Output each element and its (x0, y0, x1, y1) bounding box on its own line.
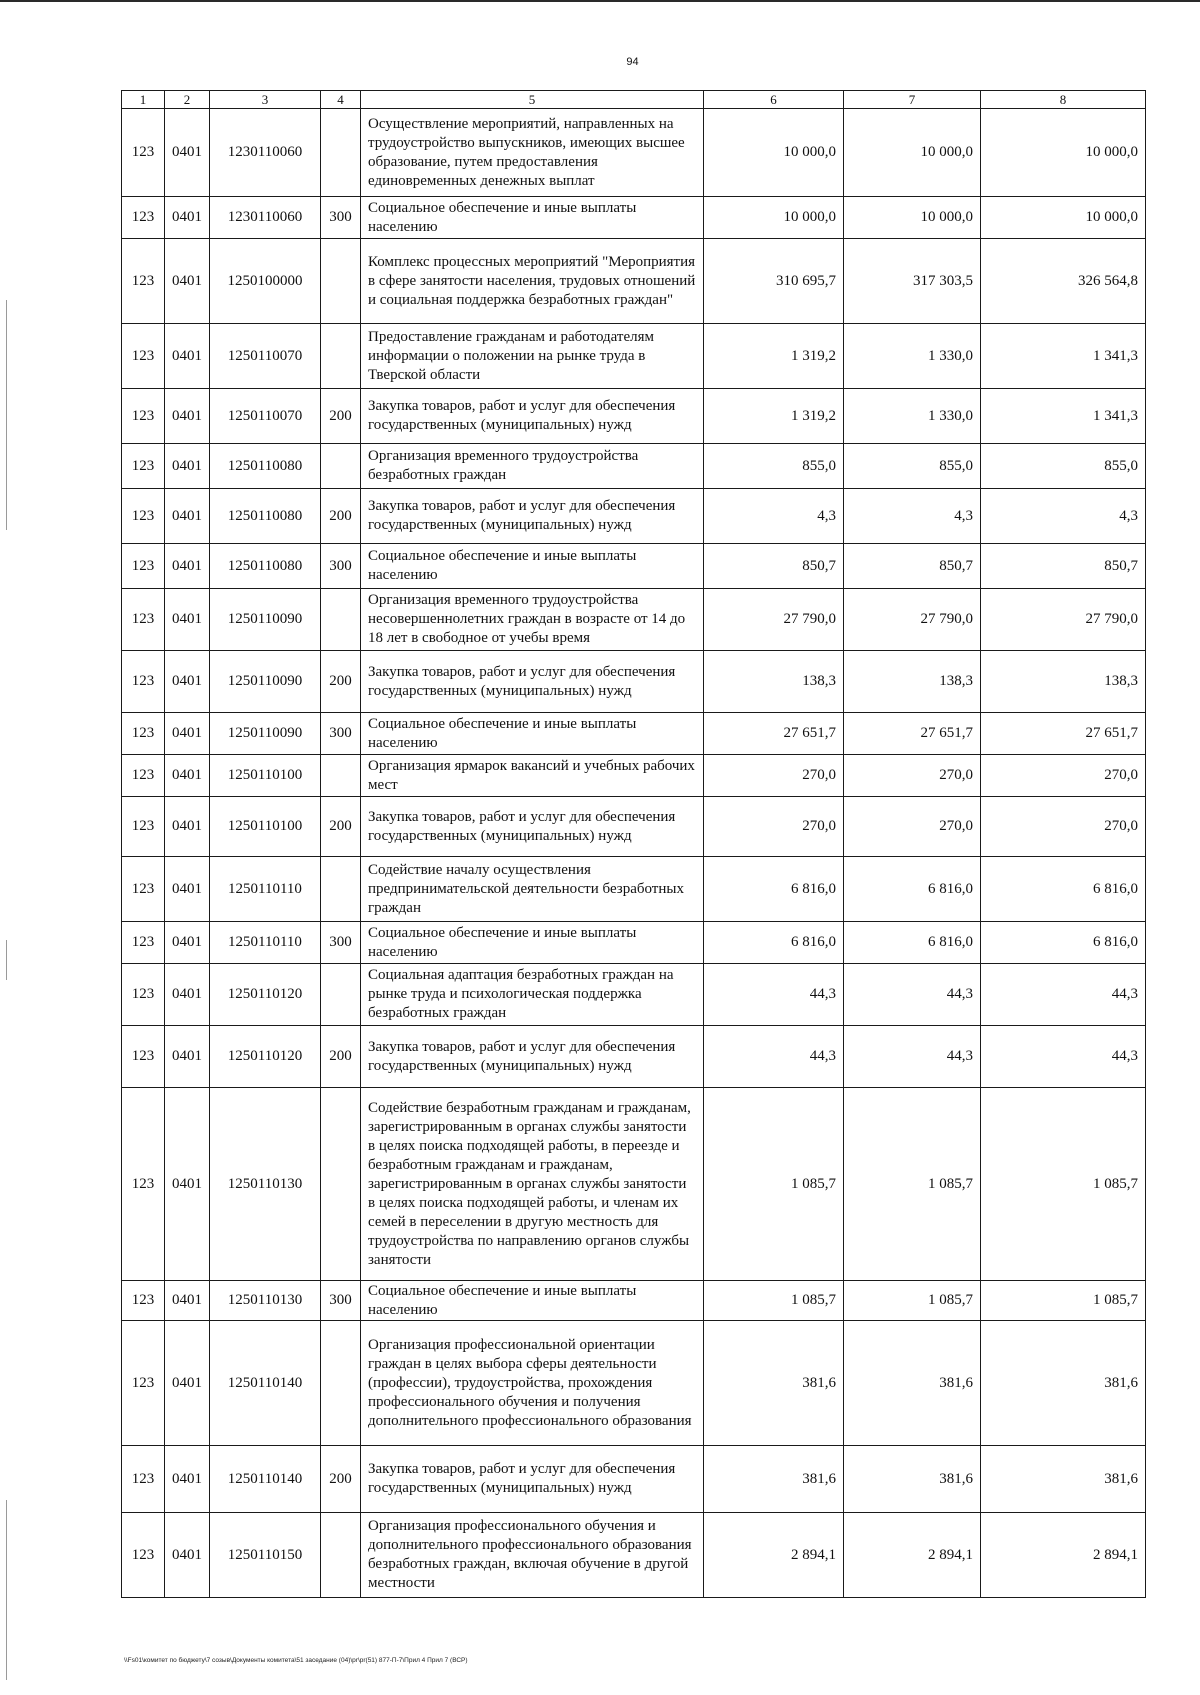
amount-year3-cell: 270,0 (981, 797, 1146, 857)
target-article-cell: 1250110140 (210, 1321, 321, 1446)
amount-year2-cell: 44,3 (844, 964, 981, 1026)
expense-type-cell: 200 (321, 389, 361, 444)
target-article-cell: 1250110130 (210, 1281, 321, 1321)
table-row (122, 1513, 1146, 1598)
table-row (122, 857, 1146, 922)
amount-year1-cell: 2 894,1 (704, 1513, 844, 1598)
admin-code-cell: 123 (122, 964, 165, 1026)
amount-year1-cell: 6 816,0 (704, 922, 844, 964)
column-header: 8 (981, 91, 1146, 109)
description-cell: Организация временного трудоустройства несовершеннолетних граждан в возрасте от 14 до 18 лет в свободное от учебы время (361, 589, 704, 651)
admin-code-cell: 123 (122, 444, 165, 489)
expense-type-cell: 300 (321, 922, 361, 964)
amount-year2-cell: 381,6 (844, 1446, 981, 1513)
amount-year1-cell: 381,6 (704, 1446, 844, 1513)
amount-year3-cell: 1 085,7 (981, 1281, 1146, 1321)
section-code-cell: 0401 (165, 1026, 210, 1088)
admin-code-cell: 123 (122, 857, 165, 922)
admin-code-cell: 123 (122, 589, 165, 651)
amount-year1-cell: 270,0 (704, 755, 844, 797)
expense-type-cell (321, 755, 361, 797)
expense-type-cell: 200 (321, 651, 361, 713)
amount-year1-cell: 1 085,7 (704, 1088, 844, 1281)
amount-year1-cell: 138,3 (704, 651, 844, 713)
admin-code-cell: 123 (122, 713, 165, 755)
amount-year3-cell: 1 341,3 (981, 324, 1146, 389)
target-article-cell: 1250110070 (210, 389, 321, 444)
amount-year3-cell: 138,3 (981, 651, 1146, 713)
admin-code-cell: 123 (122, 1026, 165, 1088)
file-path-footer: \\Fs01\комитет по бюджету\7 созыв\Документы комитета\51 заседание (04)\pr\pr(51) 877-П-7\Прил 4 Прил 7 (ВСР) (124, 1657, 468, 1664)
amount-year3-cell: 855,0 (981, 444, 1146, 489)
target-article-cell: 1250110120 (210, 964, 321, 1026)
table-row (122, 1026, 1146, 1088)
amount-year1-cell: 6 816,0 (704, 857, 844, 922)
amount-year1-cell: 1 319,2 (704, 389, 844, 444)
amount-year1-cell: 855,0 (704, 444, 844, 489)
column-header: 1 (122, 91, 165, 109)
amount-year3-cell: 10 000,0 (981, 109, 1146, 197)
section-code-cell: 0401 (165, 109, 210, 197)
expense-type-cell (321, 589, 361, 651)
description-cell: Закупка товаров, работ и услуг для обеспечения государственных (муниципальных) нужд (361, 1026, 704, 1088)
amount-year3-cell: 381,6 (981, 1321, 1146, 1446)
target-article-cell: 1250110140 (210, 1446, 321, 1513)
admin-code-cell: 123 (122, 651, 165, 713)
section-code-cell: 0401 (165, 489, 210, 544)
target-article-cell: 1250110080 (210, 489, 321, 544)
amount-year3-cell: 27 790,0 (981, 589, 1146, 651)
amount-year2-cell: 44,3 (844, 1026, 981, 1088)
description-cell: Содействие началу осуществления предпринимательской деятельности безработных граждан (361, 857, 704, 922)
amount-year2-cell: 317 303,5 (844, 239, 981, 324)
table-row (122, 589, 1146, 651)
description-cell: Организация профессионального обучения и дополнительного профессионального образования безработных граждан, включая обучение в другой местности (361, 1513, 704, 1598)
amount-year3-cell: 1 085,7 (981, 1088, 1146, 1281)
target-article-cell: 1250110110 (210, 857, 321, 922)
target-article-cell: 1250110100 (210, 797, 321, 857)
section-code-cell: 0401 (165, 797, 210, 857)
amount-year2-cell: 10 000,0 (844, 109, 981, 197)
scan-top-edge (0, 0, 1200, 2)
section-code-cell: 0401 (165, 713, 210, 755)
amount-year1-cell: 44,3 (704, 964, 844, 1026)
expense-type-cell (321, 444, 361, 489)
amount-year1-cell: 10 000,0 (704, 109, 844, 197)
admin-code-cell: 123 (122, 922, 165, 964)
table-row (122, 1321, 1146, 1446)
section-code-cell: 0401 (165, 1446, 210, 1513)
section-code-cell: 0401 (165, 1281, 210, 1321)
page-number: 94 (626, 56, 639, 68)
amount-year3-cell: 2 894,1 (981, 1513, 1146, 1598)
amount-year1-cell: 850,7 (704, 544, 844, 589)
amount-year1-cell: 44,3 (704, 1026, 844, 1088)
section-code-cell: 0401 (165, 1321, 210, 1446)
target-article-cell: 1250110130 (210, 1088, 321, 1281)
description-cell: Закупка товаров, работ и услуг для обеспечения государственных (муниципальных) нужд (361, 1446, 704, 1513)
table-row (122, 797, 1146, 857)
column-header: 4 (321, 91, 361, 109)
table-row (122, 489, 1146, 544)
admin-code-cell: 123 (122, 755, 165, 797)
scan-margin-mark (6, 300, 7, 530)
amount-year2-cell: 1 085,7 (844, 1281, 981, 1321)
expense-type-cell (321, 239, 361, 324)
expense-type-cell (321, 857, 361, 922)
admin-code-cell: 123 (122, 544, 165, 589)
admin-code-cell: 123 (122, 1321, 165, 1446)
amount-year1-cell: 10 000,0 (704, 197, 844, 239)
column-header: 6 (704, 91, 844, 109)
amount-year3-cell: 27 651,7 (981, 713, 1146, 755)
amount-year2-cell: 6 816,0 (844, 857, 981, 922)
section-code-cell: 0401 (165, 239, 210, 324)
admin-code-cell: 123 (122, 1446, 165, 1513)
section-code-cell: 0401 (165, 1513, 210, 1598)
amount-year2-cell: 270,0 (844, 797, 981, 857)
expense-type-cell: 200 (321, 797, 361, 857)
expense-type-cell (321, 109, 361, 197)
amount-year2-cell: 10 000,0 (844, 197, 981, 239)
description-cell: Социальная адаптация безработных граждан на рынке труда и психологическая поддержка безработных граждан (361, 964, 704, 1026)
table-row (122, 239, 1146, 324)
amount-year3-cell: 44,3 (981, 964, 1146, 1026)
target-article-cell: 1250110150 (210, 1513, 321, 1598)
amount-year2-cell: 4,3 (844, 489, 981, 544)
expense-type-cell: 200 (321, 1446, 361, 1513)
amount-year2-cell: 138,3 (844, 651, 981, 713)
target-article-cell: 1250110110 (210, 922, 321, 964)
description-cell: Комплекс процессных мероприятий "Мероприятия в сфере занятости населения, трудовых отношений и социальная поддержка безработных граждан" (361, 239, 704, 324)
table-row (122, 197, 1146, 239)
target-article-cell: 1250110100 (210, 755, 321, 797)
column-number-header (122, 91, 1146, 109)
amount-year3-cell: 10 000,0 (981, 197, 1146, 239)
section-code-cell: 0401 (165, 589, 210, 651)
target-article-cell: 1250110070 (210, 324, 321, 389)
description-cell: Закупка товаров, работ и услуг для обеспечения государственных (муниципальных) нужд (361, 797, 704, 857)
target-article-cell: 1250100000 (210, 239, 321, 324)
section-code-cell: 0401 (165, 444, 210, 489)
description-cell: Содействие безработным гражданам и гражданам, зарегистрированным в органах службы занятости в целях поиска подходящей работы, в переезде и безработным гражданам и гражданам, зарегистрированным в органах службы занятости в целях поиска подходящей работы, и членам их семей в переселении в другую местность для трудоустройства по направлению органов службы занятости (361, 1088, 704, 1281)
amount-year2-cell: 27 790,0 (844, 589, 981, 651)
amount-year1-cell: 4,3 (704, 489, 844, 544)
admin-code-cell: 123 (122, 389, 165, 444)
expense-type-cell: 300 (321, 713, 361, 755)
amount-year3-cell: 6 816,0 (981, 857, 1146, 922)
amount-year2-cell: 270,0 (844, 755, 981, 797)
description-cell: Социальное обеспечение и иные выплаты населению (361, 1281, 704, 1321)
table-row (122, 1446, 1146, 1513)
section-code-cell: 0401 (165, 324, 210, 389)
amount-year2-cell: 1 085,7 (844, 1088, 981, 1281)
target-article-cell: 1230110060 (210, 197, 321, 239)
table-row (122, 324, 1146, 389)
amount-year1-cell: 270,0 (704, 797, 844, 857)
table-row (122, 922, 1146, 964)
description-cell: Осуществление мероприятий, направленных на трудоустройство выпускников, имеющих высшее образование, путем предоставления единовременных денежных выплат (361, 109, 704, 197)
amount-year3-cell: 6 816,0 (981, 922, 1146, 964)
amount-year2-cell: 855,0 (844, 444, 981, 489)
target-article-cell: 1250110080 (210, 544, 321, 589)
section-code-cell: 0401 (165, 544, 210, 589)
target-article-cell: 1230110060 (210, 109, 321, 197)
amount-year1-cell: 310 695,7 (704, 239, 844, 324)
amount-year1-cell: 1 085,7 (704, 1281, 844, 1321)
description-cell: Социальное обеспечение и иные выплаты населению (361, 922, 704, 964)
description-cell: Социальное обеспечение и иные выплаты населению (361, 713, 704, 755)
admin-code-cell: 123 (122, 1513, 165, 1598)
target-article-cell: 1250110090 (210, 713, 321, 755)
scan-margin-mark (6, 940, 7, 980)
target-article-cell: 1250110090 (210, 651, 321, 713)
admin-code-cell: 123 (122, 324, 165, 389)
expense-type-cell: 300 (321, 197, 361, 239)
table-row (122, 651, 1146, 713)
amount-year3-cell: 4,3 (981, 489, 1146, 544)
description-cell: Социальное обеспечение и иные выплаты населению (361, 197, 704, 239)
amount-year3-cell: 44,3 (981, 1026, 1146, 1088)
amount-year1-cell: 27 651,7 (704, 713, 844, 755)
amount-year2-cell: 381,6 (844, 1321, 981, 1446)
amount-year3-cell: 1 341,3 (981, 389, 1146, 444)
expense-type-cell: 200 (321, 1026, 361, 1088)
admin-code-cell: 123 (122, 1088, 165, 1281)
admin-code-cell: 123 (122, 109, 165, 197)
amount-year2-cell: 1 330,0 (844, 324, 981, 389)
expense-type-cell (321, 324, 361, 389)
amount-year1-cell: 1 319,2 (704, 324, 844, 389)
amount-year1-cell: 27 790,0 (704, 589, 844, 651)
section-code-cell: 0401 (165, 857, 210, 922)
admin-code-cell: 123 (122, 1281, 165, 1321)
table-row (122, 964, 1146, 1026)
amount-year3-cell: 381,6 (981, 1446, 1146, 1513)
description-cell: Предоставление гражданам и работодателям информации о положении на рынке труда в Тверской области (361, 324, 704, 389)
amount-year2-cell: 6 816,0 (844, 922, 981, 964)
table-row (122, 1281, 1146, 1321)
amount-year3-cell: 270,0 (981, 755, 1146, 797)
description-cell: Организация профессиональной ориентации граждан в целях выбора сферы деятельности (профессии), трудоустройства, прохождения профессионального обучения и получения дополнительного профессионального образования (361, 1321, 704, 1446)
description-cell: Закупка товаров, работ и услуг для обеспечения государственных (муниципальных) нужд (361, 389, 704, 444)
amount-year2-cell: 2 894,1 (844, 1513, 981, 1598)
expense-type-cell: 200 (321, 489, 361, 544)
table-row (122, 109, 1146, 197)
amount-year3-cell: 326 564,8 (981, 239, 1146, 324)
amount-year2-cell: 27 651,7 (844, 713, 981, 755)
expense-type-cell: 300 (321, 1281, 361, 1321)
expense-type-cell (321, 1321, 361, 1446)
section-code-cell: 0401 (165, 197, 210, 239)
target-article-cell: 1250110080 (210, 444, 321, 489)
section-code-cell: 0401 (165, 964, 210, 1026)
description-cell: Закупка товаров, работ и услуг для обеспечения государственных (муниципальных) нужд (361, 651, 704, 713)
amount-year2-cell: 1 330,0 (844, 389, 981, 444)
table-row (122, 1088, 1146, 1281)
description-cell: Социальное обеспечение и иные выплаты населению (361, 544, 704, 589)
description-cell: Организация временного трудоустройства безработных граждан (361, 444, 704, 489)
table-row (122, 544, 1146, 589)
column-header: 5 (361, 91, 704, 109)
table-row (122, 389, 1146, 444)
section-code-cell: 0401 (165, 922, 210, 964)
column-header: 3 (210, 91, 321, 109)
amount-year1-cell: 381,6 (704, 1321, 844, 1446)
description-cell: Организация ярмарок вакансий и учебных рабочих мест (361, 755, 704, 797)
target-article-cell: 1250110090 (210, 589, 321, 651)
scan-margin-mark (6, 1500, 7, 1680)
column-header: 2 (165, 91, 210, 109)
amount-year2-cell: 850,7 (844, 544, 981, 589)
amount-year3-cell: 850,7 (981, 544, 1146, 589)
expense-type-cell (321, 964, 361, 1026)
table-row (122, 713, 1146, 755)
table-row (122, 755, 1146, 797)
expense-type-cell: 300 (321, 544, 361, 589)
column-header: 7 (844, 91, 981, 109)
admin-code-cell: 123 (122, 239, 165, 324)
expense-type-cell (321, 1088, 361, 1281)
admin-code-cell: 123 (122, 489, 165, 544)
section-code-cell: 0401 (165, 651, 210, 713)
budget-table (121, 90, 1146, 1598)
table-row (122, 444, 1146, 489)
expense-type-cell (321, 1513, 361, 1598)
admin-code-cell: 123 (122, 797, 165, 857)
section-code-cell: 0401 (165, 1088, 210, 1281)
section-code-cell: 0401 (165, 755, 210, 797)
description-cell: Закупка товаров, работ и услуг для обеспечения государственных (муниципальных) нужд (361, 489, 704, 544)
admin-code-cell: 123 (122, 197, 165, 239)
target-article-cell: 1250110120 (210, 1026, 321, 1088)
section-code-cell: 0401 (165, 389, 210, 444)
